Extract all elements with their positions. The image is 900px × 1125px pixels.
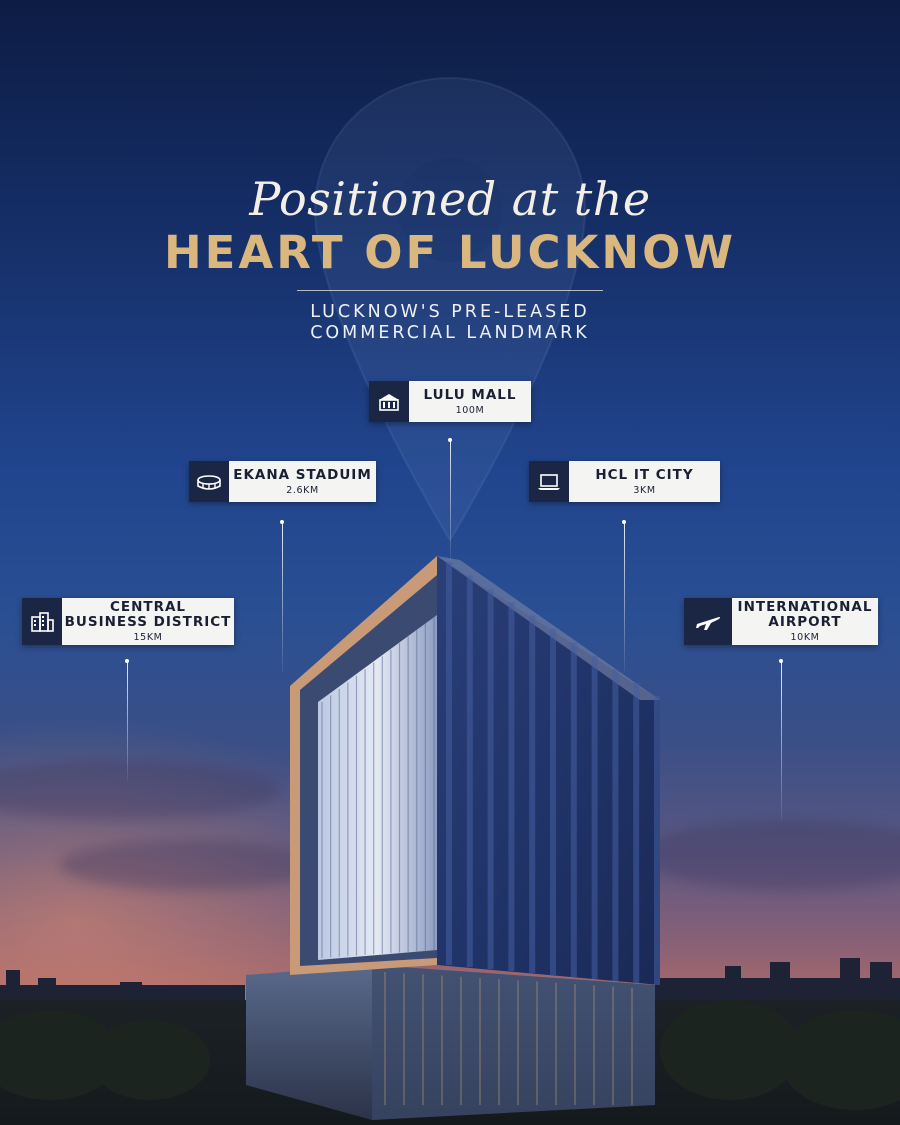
headline-script: Positioned at the (249, 172, 651, 226)
marker-connector-dot (280, 520, 284, 524)
location-name: HCL IT CITY (595, 466, 694, 483)
location-distance: 100M (455, 404, 485, 416)
location-marker-lulu-mall[interactable] (369, 381, 531, 422)
location-marker-central-business-district[interactable] (22, 598, 234, 645)
location-name-line-1: INTERNATIONAL (737, 599, 873, 615)
subheadline-line-1: LUCKNOW'S PRE-LEASED (310, 302, 590, 322)
location-card (409, 381, 531, 422)
location-name: LULU MALL (423, 386, 517, 403)
location-marker-hcl-it-city[interactable] (529, 461, 720, 502)
stadium-icon (189, 461, 229, 502)
location-name: EKANA STADUIM (233, 466, 372, 483)
location-distance: 3KM (633, 484, 656, 496)
marker-connector-line (450, 440, 451, 560)
marker-connector-line (127, 661, 128, 781)
airplane-icon (684, 598, 732, 645)
location-distance: 15KM (133, 632, 163, 643)
marker-connector-dot (779, 659, 783, 663)
marker-connector-line (781, 661, 782, 821)
location-distance: 2.6KM (286, 484, 319, 496)
marker-connector-line (624, 522, 625, 672)
location-marker-international-airport[interactable] (684, 598, 878, 645)
marker-connector-dot (125, 659, 129, 663)
location-name-line-1: CENTRAL (109, 599, 187, 615)
location-marker-ekana-stadium[interactable] (189, 461, 376, 502)
marker-connector-line (282, 522, 283, 672)
marker-connector-dot (448, 438, 452, 442)
location-card (229, 461, 376, 502)
location-card (62, 598, 234, 645)
location-card (732, 598, 878, 645)
marker-connector-dot (622, 520, 626, 524)
headline-main: HEART OF LUCKNOW (164, 226, 736, 279)
subheadline-line-2: COMMERCIAL LANDMARK (310, 323, 590, 343)
location-card (569, 461, 720, 502)
laptop-icon (529, 461, 569, 502)
office-buildings-icon (22, 598, 62, 645)
location-distance: 10KM (790, 632, 820, 643)
location-name-line-2: BUSINESS DISTRICT (64, 614, 232, 630)
location-name-line-2: AIRPORT (768, 614, 842, 630)
mall-building-icon (369, 381, 409, 422)
